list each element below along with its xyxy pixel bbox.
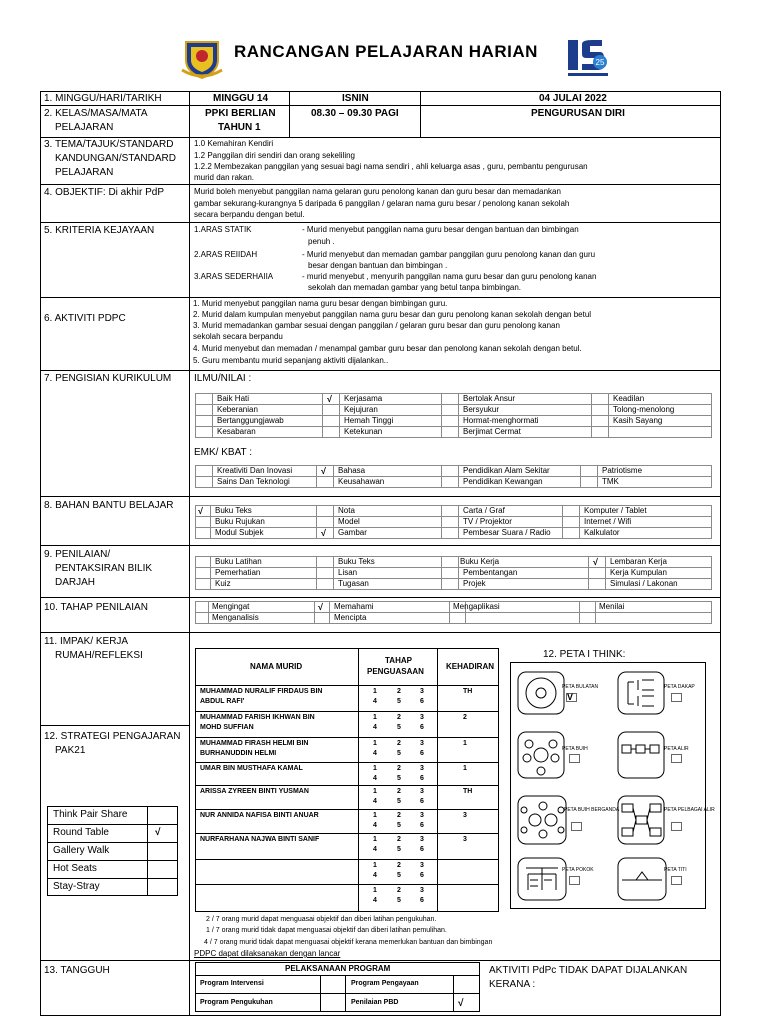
level-option: 3: [420, 812, 424, 819]
level-label: 3.ARAS SEDERHAIIA: [194, 272, 274, 281]
standard-line: 1.0 Kemahiran Kendiri: [194, 139, 274, 148]
emk-item: TMK: [602, 477, 619, 486]
summary-line: 4 / 7 orang murid tidak dapat menguasai objektif kerana memerlukan bantuan dan bimbingan: [204, 939, 493, 946]
level-option: 6: [420, 872, 424, 879]
row3-label-cont2: PELAJARAN: [55, 167, 114, 178]
level-option: 6: [420, 698, 424, 705]
map-checkbox[interactable]: [671, 822, 682, 831]
strategy-item: Stay-Stray: [53, 881, 100, 892]
row2-label: 2. KELAS/MASA/MATA: [44, 108, 148, 119]
student-row: [195, 809, 499, 833]
level-option: 4: [373, 775, 377, 782]
standard-line: 1.2 Panggilan diri sendiri dan orang sekeliling: [194, 151, 355, 160]
student-row: [195, 711, 499, 737]
level-option: 1: [373, 862, 377, 869]
ilmu-item: Kejujuran: [344, 405, 378, 414]
ilmu-item: Ketekunan: [344, 427, 383, 436]
level-option: 3: [420, 714, 424, 721]
row10-label: 10. TAHAP PENILAIAN: [44, 602, 148, 613]
ilmu-item: Keberanian: [217, 405, 258, 414]
level-label: 2.ARAS REIIDAH: [194, 250, 258, 259]
student-attendance: TH: [463, 688, 473, 695]
level-option: 3: [420, 862, 424, 869]
student-row: [195, 737, 499, 762]
criteria-line: - Murid menyebut dan memadan gambar panggilan guru penolong kanan dan guru: [302, 250, 596, 259]
activity-line: 4. Murid menyebut dan memadan / menampal gambar guru besar dan penolong kanan sekolah dengan betul.: [193, 344, 582, 353]
student-row: [195, 685, 499, 711]
strategy-item: Round Table: [53, 827, 109, 838]
tick-mark: √: [155, 827, 161, 838]
ilmu-item: Hormat-menghormati: [463, 416, 539, 425]
level-option: 2: [397, 765, 401, 772]
page-title: RANCANGAN PELAJARAN HARIAN: [234, 42, 538, 61]
summary-line: 1 / 7 orang murid tidak dapat menguasai objektif dan diberi latihan pemulihan.: [206, 927, 447, 934]
level-option: 3: [420, 788, 424, 795]
level-option: 6: [420, 750, 424, 757]
week-value: MINGGU 14: [213, 93, 269, 104]
program-table: [195, 962, 480, 1012]
student-attendance: 3: [463, 812, 467, 819]
student-name: MUHAMMAD FIRASH HELMI BIN: [200, 740, 309, 747]
map-label: PETA BUIH: [562, 746, 588, 752]
objective-line: secara berpandu dengan betul.: [194, 210, 305, 219]
material-item: Pembesar Suara / Radio: [463, 528, 551, 537]
level-option: 3: [420, 688, 424, 695]
level-option: 5: [397, 698, 401, 705]
emk-item: Patriotisme: [602, 466, 643, 475]
map-checkbox[interactable]: [671, 876, 682, 885]
assessment-item: Buku Latihan: [215, 557, 262, 566]
material-item: Buku Rujukan: [215, 517, 265, 526]
tick-mark: √: [321, 528, 326, 538]
row9-label-cont2: DARJAH: [55, 577, 96, 588]
assessment-item: Buku Teks: [338, 557, 375, 566]
thinking-level: Mengaplikasi: [453, 602, 500, 611]
level-option: 2: [397, 887, 401, 894]
level-option: 4: [373, 724, 377, 731]
criteria-line: sekolah dan memadan gambar yang betul tanpa bimbingan.: [308, 283, 522, 292]
row6-label: 6. AKTIVITI PDPC: [44, 313, 126, 324]
ilmu-item: Tolong-menolong: [613, 405, 675, 414]
level-option: 5: [397, 724, 401, 731]
material-item: Gambar: [338, 528, 367, 537]
level-option: 4: [373, 798, 377, 805]
emk-item: Pendidikan Alam Sekitar: [463, 466, 550, 475]
ilmu-grid: [195, 393, 712, 438]
row11-label: 11. IMPAK/ KERJA: [44, 636, 129, 647]
map-label: PETA ALIR: [664, 746, 689, 752]
ilmu-item: Baik Hati: [217, 394, 250, 403]
student-row: [195, 859, 499, 884]
level-option: 3: [420, 740, 424, 747]
assessment-item: Simulasi / Lakonan: [610, 579, 678, 588]
row3-label: 3. TEMA/TAJUK/STANDARD: [44, 139, 174, 150]
emk-item: Sains Dan Teknologi: [217, 477, 290, 486]
program-item: Program Intervensi: [200, 980, 264, 987]
material-item: Model: [338, 517, 360, 526]
ithink-title: 12. PETA I THINK:: [543, 649, 626, 660]
level-option: 2: [397, 714, 401, 721]
assessment-grid: [195, 556, 712, 590]
level-option: 2: [397, 740, 401, 747]
thinking-level: Menilai: [599, 602, 625, 611]
assessment-item: Tugasan: [338, 579, 369, 588]
level-option: 1: [373, 788, 377, 795]
col-level: TAHAP: [385, 656, 412, 665]
class-year: TAHUN 1: [218, 122, 261, 133]
level-option: 1: [373, 714, 377, 721]
material-item: Kalkulator: [584, 528, 620, 537]
ilmu-item: Hemah Tinggi: [344, 416, 394, 425]
objective-line: gambar sekurang-kurangnya 5 daripada 6 panggilan / gelaran nama guru besar / penolong kanan sekolah: [194, 199, 570, 208]
level-option: 1: [373, 740, 377, 747]
tick-mark: √: [321, 466, 326, 476]
level-option: 1: [373, 887, 377, 894]
material-item: Internet / Wifi: [584, 517, 632, 526]
tick-mark: √: [327, 394, 332, 404]
level-option: 5: [397, 775, 401, 782]
program-item: Penilaian PBD: [351, 999, 399, 1006]
material-item: Komputer / Tablet: [584, 506, 647, 515]
assessment-item: Kerja Kumpulan: [610, 568, 667, 577]
objective-line: Murid boleh menyebut panggilan nama gelaran guru penolong kanan dan guru besar dan memadankan: [194, 187, 561, 196]
student-name-cont: ABDUL RAFI': [200, 698, 245, 705]
ithink-double-bubble-map: [516, 792, 702, 848]
time-value: 08.30 – 09.30 PAGI: [311, 108, 399, 119]
thinking-level: Mencipta: [334, 613, 367, 622]
student-row: [195, 884, 499, 912]
row12-label: 12. STRATEGI PENGAJARAN: [44, 731, 181, 742]
row11-label-cont: RUMAH/REFLEKSI: [55, 650, 143, 661]
standard-line: murid dan rakan.: [194, 173, 255, 182]
material-item: Carta / Graf: [463, 506, 505, 515]
ilmu-item: Keadilan: [613, 394, 645, 403]
map-label: PETA DAKAP: [664, 684, 695, 690]
level-option: 5: [397, 750, 401, 757]
subject-value: PENGURUSAN DIRI: [531, 108, 625, 119]
school-logo: [180, 36, 224, 80]
level-option: 5: [397, 846, 401, 853]
program-title: PELAKSANAAN PROGRAM: [285, 964, 391, 973]
criteria-line: penuh .: [308, 237, 335, 246]
level-option: 6: [420, 822, 424, 829]
map-checkbox[interactable]: [671, 754, 682, 763]
level-option: 1: [373, 812, 377, 819]
criteria-line: - Murid menyebut panggilan nama guru besar dengan bantuan dan bimbingan: [302, 225, 579, 234]
row13-label: 13. TANGGUH: [44, 965, 110, 976]
activity-line: 3. Murid memadankan gambar sesuai dengan panggilan / gelaran guru besar dan guru penolong kanan: [193, 321, 560, 330]
summary-line: 2 / 7 orang murid dapat menguasai objektif dan diberi latihan pengukuhan.: [206, 916, 437, 923]
level-label: 1.ARAS STATIK: [194, 225, 252, 234]
ilmu-item: Bertolak Ansur: [463, 394, 516, 403]
program-item: Program Pengayaan: [351, 980, 419, 987]
level-option: 2: [397, 788, 401, 795]
student-attendance: 1: [463, 740, 467, 747]
map-label: PETA TITI: [664, 867, 687, 873]
strategy-item: Gallery Walk: [53, 845, 110, 856]
class-value: PPKI BERLIAN: [205, 108, 276, 119]
criteria-line: besar dengan bantuan dan bimbingan .: [308, 261, 448, 270]
level-grid: [195, 601, 712, 624]
strategy-item: Think Pair Share: [53, 809, 128, 820]
map-label: PETA PELBAGAI ALIR: [664, 807, 715, 813]
level-option: 1: [373, 765, 377, 772]
row12-label-cont: PAK21: [55, 745, 86, 756]
emk-item: Keusahawan: [338, 477, 385, 486]
tangguh-note: AKTIVITI PdPc TIDAK DAPAT DIJALANKAN: [489, 965, 688, 976]
level-option: 4: [373, 897, 377, 904]
level-option: 2: [397, 836, 401, 843]
level-option: 6: [420, 846, 424, 853]
col-attendance: KEHADIRAN: [446, 662, 494, 671]
row5-label: 5. KRITERIA KEJAYAAN: [44, 225, 155, 236]
level-option: 4: [373, 698, 377, 705]
row3-label-cont: KANDUNGAN/STANDARD: [55, 153, 176, 164]
date-value: 04 JULAI 2022: [539, 93, 607, 104]
tick-mark: √: [318, 602, 323, 612]
strategy-item: Hot Seats: [53, 863, 97, 874]
assessment-item: Lisan: [338, 568, 358, 577]
student-name: NURFARHANA NAJWA BINTI SANIF: [200, 836, 320, 843]
material-item: Buku Teks: [215, 506, 252, 515]
row9-label-cont: PENTAKSIRAN BILIK: [55, 563, 153, 574]
student-attendance: TH: [463, 788, 473, 795]
student-name: NUR ANNIDA NAFISA BINTI ANUAR: [200, 812, 319, 819]
level-option: 3: [420, 836, 424, 843]
activity-line: sekolah secara berpandu: [193, 332, 283, 341]
thinking-level: Mengingat: [212, 602, 250, 611]
student-name: MUHAMMAD NURALIF FIRDAUS BIN: [200, 688, 323, 695]
student-name: MUHAMMAD FARISH IKHWAN BIN: [200, 714, 315, 721]
row2-label-cont: PELAJARAN: [55, 122, 114, 133]
material-item: TV / Projektor: [463, 517, 512, 526]
ilmu-item: Kerjasama: [344, 394, 383, 403]
col-name: NAMA MURID: [250, 662, 303, 671]
level-option: 6: [420, 724, 424, 731]
tangguh-note-cont: KERANA :: [489, 979, 536, 990]
level-option: 1: [373, 836, 377, 843]
col-level-cont: PENGUASAAN: [367, 667, 424, 676]
thinking-level: Memahami: [334, 602, 374, 611]
level-option: 5: [397, 897, 401, 904]
level-option: 3: [420, 765, 424, 772]
level-option: 3: [420, 887, 424, 894]
summary-line: PDPC dapat dilaksanakan dengan lancar: [194, 949, 341, 958]
student-row: [195, 833, 499, 859]
level-option: 6: [420, 897, 424, 904]
student-attendance: 3: [463, 836, 467, 843]
level-option: 4: [373, 822, 377, 829]
assessment-item: Pembentangan: [463, 568, 518, 577]
material-item: Modul Subjek: [215, 528, 264, 537]
criteria-line: - murid menyebut , menyurih panggilan nama guru besar dan guru penolong kanan: [302, 272, 597, 281]
row9-label: 9. PENILAIAN/: [44, 549, 111, 560]
assessment-item: Lembaran Kerja: [610, 557, 667, 566]
activity-line: 2. Murid dalam kumpulan menyebut panggilan nama guru besar dan guru penolong kanan sekolah dengan betul: [193, 310, 592, 319]
emk-item: Kreativiti Dan Inovasi: [217, 466, 293, 475]
level-option: 6: [420, 798, 424, 805]
student-row: [195, 762, 499, 785]
student-attendance: 1: [463, 765, 467, 772]
level-option: 5: [397, 822, 401, 829]
map-label: PETA BULATAN: [562, 684, 599, 690]
student-name: ARISSA ZYREEN BINTI YUSMAN: [200, 788, 309, 795]
level-option: 6: [420, 775, 424, 782]
level-option: 2: [397, 688, 401, 695]
row1-label: 1. MINGGU/HARI/TARIKH: [44, 93, 162, 104]
tick-mark: √: [198, 506, 203, 516]
students-table: [195, 648, 499, 912]
level-option: 4: [373, 846, 377, 853]
tick-mark: √: [458, 998, 464, 1009]
map-checkbox[interactable]: [569, 754, 580, 763]
standard-line: 1.2.2 Membezakan panggilan yang sesuai bagi nama sendiri , ahli keluarga asas , guru, pembantu pengurusan: [194, 162, 588, 171]
emk-label: EMK/ KBAT :: [194, 447, 252, 458]
activity-line: 1. Murid menyebut panggilan nama guru besar dengan bimbingan guru.: [193, 299, 448, 308]
activity-line: 5. Guru membantu murid sepanjang aktiviti dijalankan..: [193, 356, 389, 365]
map-label: PETA BUIH BERGANDA: [564, 807, 620, 813]
tick-mark: √: [593, 557, 598, 567]
student-name: UMAR BIN MUSTHAFA KAMAL: [200, 765, 303, 772]
row7-label: 7. PENGISIAN KURIKULUM: [44, 373, 172, 384]
map-checkbox[interactable]: [671, 693, 682, 702]
level-option: 4: [373, 872, 377, 879]
level-option: 4: [373, 750, 377, 757]
level-option: 1: [373, 688, 377, 695]
emk-grid: [195, 465, 712, 488]
student-row: [195, 785, 499, 809]
anniversary-logo: [566, 36, 610, 80]
assessment-item: Pemerhatian: [215, 568, 261, 577]
thinking-level: Menganalisis: [212, 613, 259, 622]
assessment-item: Buku Kerja: [460, 557, 500, 566]
assessment-item: Kuiz: [215, 579, 231, 588]
level-option: 5: [397, 798, 401, 805]
emk-item: Bahasa: [338, 466, 366, 475]
ilmu-item: Bersyukur: [463, 405, 500, 414]
material-item: Nota: [338, 506, 355, 515]
level-option: 5: [397, 872, 401, 879]
ilmu-item: Bertanggungjawab: [217, 416, 284, 425]
student-name-cont: MOHD SUFFIAN: [200, 724, 254, 731]
student-name-cont: BURHANUDDIN HELMI: [200, 750, 277, 757]
emk-item: Pendidikan Kewangan: [463, 477, 543, 486]
ilmu-item: Kasih Sayang: [613, 416, 663, 425]
program-item: Program Pengukuhan: [200, 999, 273, 1006]
tick-mark: V: [567, 692, 574, 702]
materials-grid: [195, 505, 712, 539]
ilmu-label: ILMU/NILAI :: [194, 373, 252, 384]
row8-label: 8. BAHAN BANTU BELAJAR: [44, 500, 174, 511]
assessment-item: Projek: [463, 579, 486, 588]
level-option: 2: [397, 812, 401, 819]
level-option: 2: [397, 862, 401, 869]
map-checkbox[interactable]: [569, 876, 580, 885]
student-attendance: 2: [463, 714, 467, 721]
svg-text:25: 25: [595, 58, 605, 67]
row4-label: 4. OBJEKTIF: Di akhir PdP: [44, 187, 165, 198]
strategy-table: [47, 806, 178, 896]
map-checkbox[interactable]: [571, 822, 582, 831]
day-value: ISNIN: [342, 93, 369, 104]
ilmu-item: Kesabaran: [217, 427, 256, 436]
ilmu-item: Berjimat Cermat: [463, 427, 521, 436]
map-label: PETA POKOK: [562, 867, 594, 873]
